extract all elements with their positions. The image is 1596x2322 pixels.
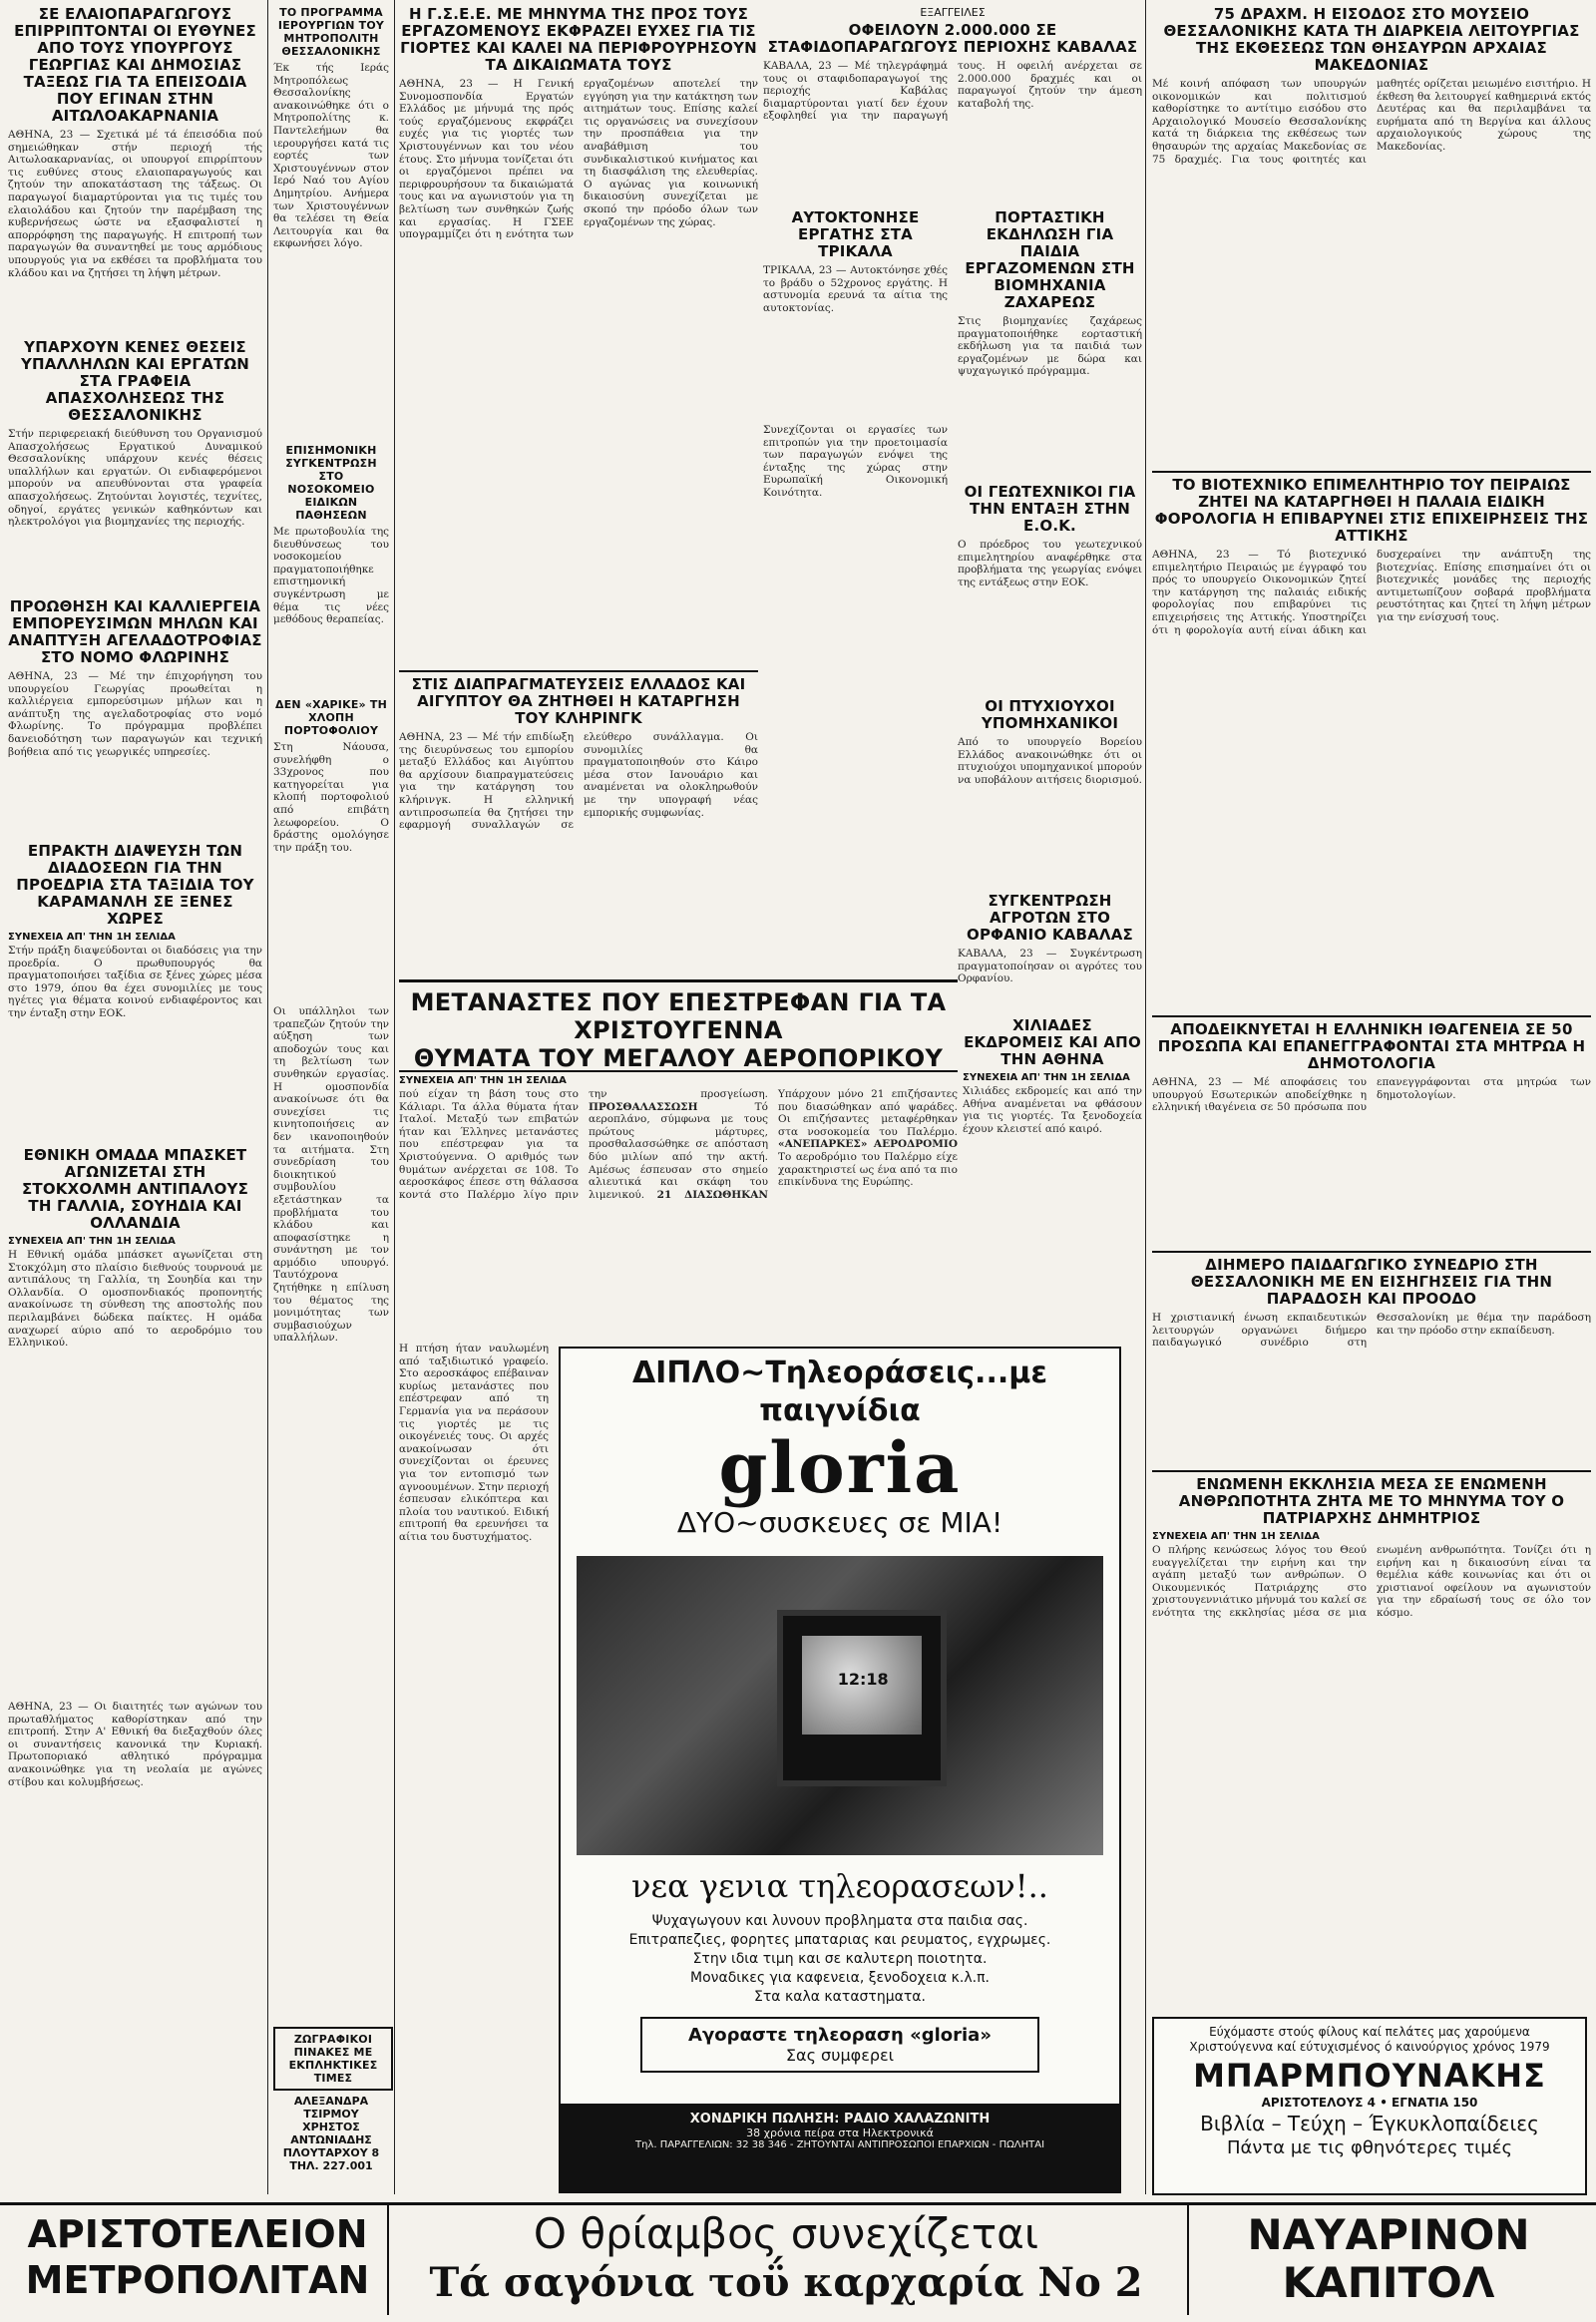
article-headline: ΑΥΤΟΚΤΟΝΗΣΕ ΕΡΓΑΤΗΣ ΣΤΑ ΤΡΙΚΑΛΑ — [791, 209, 920, 260]
gloria-logo: gloria — [718, 1426, 962, 1509]
bookshop-items: Βιβλία – Τεύχη – Έγκυκλοπαίδειες — [1200, 2112, 1539, 2135]
article-body: ΑΘΗΝΑ, 23 — Μέ τήν επιδίωξη της διευρύνσεως του εμπορίου μεταξύ Ελλάδος και Αιγύπτου θα αρχίσουν διαπραγματεύσεις για την κατάργηση του κλήρινγκ. Η ελληνική αντιπροσωπεία θα ζητήσει την εφαρμογή συναλλαγών σε ελεύθερο συνάλλαγμα. Οι συνομιλίες θα πραγματοποιηθούν στο Κάιρο μέσα στον Ιανουάριο και αναμένεται να ολοκληρωθούν με την υπογραφή νέας εμπορικής συμφωνίας. — [399, 731, 758, 832]
cinema-left — [8, 2205, 389, 2315]
article-body: ΑΘΗΝΑ, 23 — Μέ την έπιχορήγηση του υπουργείου Γεωργίας προωθείται η καλλιέργεια εμπορεύσιμων μήλων και η ανάπτυξη της αγελαδοτροφίας στο νομό Φλωρίνης. Το πρόγραμμα προβλέπει δανειοδότηση των παραγωγών και τεχνική βοήθεια από τις γεωργικές υπηρεσίες. — [8, 670, 262, 758]
classified-box — [273, 2027, 393, 2091]
article — [273, 444, 389, 693]
continued-label: ΣΥΝΕΧΕΙΑ ΑΠ' ΤΗΝ 1Η ΣΕΛΙΔΑ — [963, 1072, 1130, 1083]
article — [763, 209, 948, 419]
bookshop-name: ΜΠΑΡΜΠΟΥΝΑΚΗΣ — [1193, 2057, 1546, 2095]
article-headline: ΕΠΡΑΚΤΗ ΔΙΑΨΕΥΣΗ ΤΩΝ ΔΙΑΔΟΣΕΩΝ ΓΙΑ ΤΗΝ ΠΡΟΕΔΡΙΑ ΣΤΑ ΤΑΞΙΔΙΑ ΤΟΥ ΚΑΡΑΜΑΝΛΗ ΣΕ ΞΕΝΕΣ ΧΩΡΕΣ — [16, 843, 254, 928]
article-body: Με πρωτοβουλία της διευθύνσεως του νοσοκομείου πραγματοποιήθηκε επιστημονική συγκέντρωση με θέμα τις νέες μεθόδους θεραπείας. — [273, 526, 389, 626]
article — [958, 209, 1142, 479]
article — [1152, 1015, 1591, 1247]
ad-desc-line: Στα καλα καταστηματα. — [754, 1989, 926, 2005]
article — [763, 424, 948, 673]
ad-buy-line: Αγοραστε τηλεοραση «gloria» — [688, 2025, 992, 2046]
article — [399, 1343, 549, 2190]
column-rule — [1145, 0, 1146, 2194]
article-body: ΑΘΗΝΑ, 23 — Οι διαιτητές των αγώνων του πρωταθλήματος καθορίστηκαν από την επιτροπή. Στην Α' Εθνική θα διεξαχθούν όλες οι συναντήσεις κανονικά την Κυριακή. Πρωτοποριακό αθλητικό πρόγραμμα ανακοινώθηκε για τη νεολαία με αγώνες στίβου και κολυμβήσεως. — [8, 1701, 262, 1788]
cinema-banner — [0, 2202, 1596, 2322]
article — [399, 6, 758, 664]
article — [958, 484, 1142, 693]
article-body: Η χριστιανική ένωση εκπαιδευτικών λειτουργών οργανώνει διήμερο παιδαγωγικό συνέδριο στη Θεσσαλονίκη με θέμα την παράδοση και την πρόοδο στην εκπαίδευση. — [1152, 1312, 1591, 1350]
article-headline: ΣΤΙΣ ΔΙΑΠΡΑΓΜΑΤΕΥΣΕΙΣ ΕΛΛΑΔΟΣ ΚΑΙ ΑΙΓΥΠΤΟΥ ΘΑ ΖΗΤΗΘΕΙ Η ΚΑΤΑΡΓΗΣΗ ΤΟΥ ΚΛΗΡΙΝΓΚ — [411, 675, 746, 727]
article — [8, 843, 262, 1142]
article — [273, 698, 389, 997]
continued-label: ΣΥΝΕΧΕΙΑ ΑΠ' ΤΗΝ 1Η ΣΕΛΙΔΑ — [8, 1236, 176, 1247]
article-body: Στήν πράξη διαψεύδονται οι διαδόσεις για την προεδρία. Ο πρωθυπουργός θα πραγματοποιήσει ταξίδια σε ξένες χώρες μέσα στο 1979, όπου θα έχει συνομιλίες με τους ηγέτες για θέματα κοινού ενδιαφέροντος και την ένταξη στην ΕΟΚ. — [8, 945, 262, 1019]
article — [1152, 471, 1591, 1011]
main-story — [399, 1073, 958, 1338]
article-headline: ΣΕ ΕΛΑΙΟΠΑΡΑΓΩΓΟΥΣ ΕΠΙΡΡΙΠΤΟΝΤΑΙ ΟΙ ΕΥΘΥΝΕΣ ΑΠΟ ΤΟΥΣ ΥΠΟΥΡΓΟΥΣ ΓΕΩΡΓΙΑΣ ΚΑΙ ΔΗΜΟΣΙΑΣ ΤΑΞΕΩΣ ΓΙΑ ΤΑ ΕΠΕΙΣΟΔΙΑ ΠΟΥ ΕΓΙΝΑΝ ΣΤΗΝ ΑΙΤΩΛΟΑΚΑΡΝΑΝΙΑ — [14, 6, 256, 125]
ad-desc-line: Επιτραπεζιες, φορητες μπαταριας και ρευματος, εγχρωμες. — [628, 1932, 1051, 1948]
bookshop-address: ΑΡΙΣΤΟΤΕΛΟΥΣ 4 • ΕΓΝΑΤΙΑ 150 — [1261, 2096, 1478, 2110]
gloria-tv-ad — [559, 1347, 1121, 2193]
article-headline: ΤΟ ΒΙΟΤΕΧΝΙΚΟ ΕΠΙΜΕΛΗΤΗΡΙΟ ΤΟΥ ΠΕΙΡΑΙΩΣ ΖΗΤΕΙ ΝΑ ΚΑΤΑΡΓΗΘΕΙ Η ΠΑΛΑΙΑ ΕΙΔΙΚΗ ΦΟΡΟΛΟΓΙΑ Η ΕΠΙΒΑΡΥΝΕΙ ΣΤΙΣ ΕΠΙΧΕΙΡΗΣΕΙΣ ΤΗΣ ΑΤΤΙΚΗΣ — [1154, 476, 1589, 545]
ad-desc-line: Στην ιδια τιμη και σε καλυτερη ποιοτητα. — [692, 1951, 988, 1967]
article-kicker: ΕΞΑΓΓΕΙΛΕΣ — [920, 6, 986, 19]
article-headline: ΕΠΙΣΗΜΟΝΙΚΗ ΣΥΓΚΕΝΤΡΩΣΗ ΣΤΟ ΝΟΣΟΚΟΜΕΙΟ ΕΙΔΙΚΩΝ ΠΑΘΗΣΕΩΝ — [285, 444, 377, 522]
article-headline: ΥΠΑΡΧΟΥΝ ΚΕΝΕΣ ΘΕΣΕΙΣ ΥΠΑΛΛΗΛΩΝ ΚΑΙ ΕΡΓΑΤΩΝ ΣΤΑ ΓΡΑΦΕΙΑ ΑΠΑΣΧΟΛΗΣΕΩΣ ΤΗΣ ΘΕΣΣΑΛΟΝΙΚΗΣ — [20, 339, 250, 424]
article-headline: ΣΥΓΚΕΝΤΡΩΣΗ ΑΓΡΟΤΩΝ ΣΤΟ ΟΡΦΑΝΙΟ ΚΑΒΑΛΑΣ — [967, 893, 1133, 944]
article-body: πού είχαν τη βάση τους στο Κάλιαρι. Τα άλλα θύματα ήταν Ιταλοί. Μεταξύ των επιβατών ήταν και Έλληνες μετανάστες που επέστρεφαν για τα Χριστούγεννα. Ο αριθμός των θυμάτων ανέρχεται σε 108. Το αεροσκάφος έπεσε στη θάλασσα κοντά στο Παλέρμο λίγο πριν την προσγείωση. ΠΡΟΣΘΑΛΑΣΣΩΣΗ Τό αεροπλάνο, σύμφωνα με τους πρώτους μάρτυρες, προσθαλασσώθηκε σε απόσταση δύο μιλίων από την ακτή. Αμέσως έσπευσαν στο σημείο αλιευτικά και σκάφη του λιμενικού. 21 ΔΙΑΣΩΘΗΚΑΝ Υπάρχουν μόνο 21 επιζήσαντες που διασώθηκαν από ψαράδες. Οι επιζήσαντες μεταφέρθηκαν στα νοσοκομεία του Παλέρμο. «ΑΝΕΠΑΡΚΕΣ» ΑΕΡΟΔΡΟΜΙΟ Το αεροδρόμιο του Παλέρμο είχε χαρακτηριστεί ως ένα από τα πιο επικίνδυνα της Ευρώπης. — [399, 1088, 958, 1201]
article — [8, 1147, 262, 1696]
article-headline: ΟΦΕΙΛΟΥΝ 2.000.000 ΣΕ ΣΤΑΦΙΔΟΠΑΡΑΓΩΓΟΥΣ ΠΕΡΙΟΧΗΣ ΚΑΒΑΛΑΣ — [767, 21, 1138, 56]
tv-set-icon — [777, 1610, 947, 1786]
box-headline: ΖΩΓΡΑΦΙΚΟΙ ΠΙΝΑΚΕΣ ΜΕ ΕΚΠΛΗΚΤΙΚΕΣ ΤΙΜΕΣ — [288, 2033, 378, 2085]
article — [8, 598, 262, 838]
article-body: ΤΡΙΚΑΛΑ, 23 — Αυτοκτόνησε χθές το βράδυ ο 52χρονος εργάτης. Η αστυνομία ερευνά τα αίτια της αυτοκτονίας. — [763, 264, 948, 314]
dealer-line: 38 χρόνια πείρα στα Ηλεκτρονικά — [746, 2127, 934, 2139]
film-title: Τά σαγόνια τοΰ καρχαρία Νο 2 — [429, 2259, 1143, 2306]
article — [8, 339, 262, 593]
cinema-name: ΑΡΙΣΤΟΤΕΛΕΙΟΝ — [27, 2212, 368, 2256]
article-body: Ο πρόεδρος του γεωτεχνικού επιμελητηρίου αναφέρθηκε στα προβλήματα της γεωργίας ενόψει της εντάξεως στην ΕΟΚ. — [958, 539, 1142, 588]
article-headline: 75 ΔΡΑΧΜ. Η ΕΙΣΟΔΟΣ ΣΤΟ ΜΟΥΣΕΙΟ ΘΕΣΣΑΛΟΝΙΚΗΣ ΚΑΤΑ ΤΗ ΔΙΑΡΚΕΙΑ ΛΕΙΤΟΥΡΓΙΑΣ ΤΗΣ ΕΚΘΕΣΕΩΣ ΤΩΝ ΘΗΣΑΥΡΩΝ ΑΡΧΑΙΑΣ ΜΑΚΕΔΟΝΙΑΣ — [1163, 6, 1580, 74]
ad-top-line: ΔΙΠΛΟ~Τηλεοράσεις...με παιγνίδια — [631, 1355, 1048, 1428]
article-headline: ΧΙΛΙΑΔΕΣ ΕΚΔΡΟΜΕΙΣ ΚΑΙ ΑΠΟ ΤΗΝ ΑΘΗΝΑ — [964, 1017, 1141, 1068]
article-body: Ο πλήρης κενώσεως λόγος του Θεού ευαγγελίζεται την ειρήνη και την αγάπη μεταξύ των ανθρώπων. Ο Οικουμενικός Πατριάρχης στο χριστουγεννιάτικο μήνυμά του καλεί σε ενότητα της εκκλησίας μέσα σε μια ενωμένη ανθρωπότητα. Τονίζει ότι η ειρήνη και η δικαιοσύνη είναι τα θεμέλια κάθε κοινωνίας και ότι οι χριστιανοί οφείλουν να αγωνιστούν για την εδραίωσή τους σε όλο τον κόσμο. — [1152, 1544, 1591, 1619]
dealer-name: ΧΟΝΔΡΙΚΗ ΠΩΛΗΣΗ: ΡΑΔΙΟ ΧΑΛΑΖΩΝΙΤΗ — [689, 2112, 991, 2127]
ad-slogan: νεα γενια τηλεορασεων!.. — [631, 1867, 1048, 1905]
article — [8, 6, 262, 335]
article-body: Έκ τής Ιεράς Μητροπόλεως Θεσσαλονίκης ανακοινώθηκε ότι ο Μητροπολίτης κ. Παντελεήμων θα ιερουργήσει κατά τις εορτές των Χριστουγέννων στον Ιερό Ναό του Αγίου Δημητρίου. Ανήμερα των Χριστουγέννων θα τελέσει τη Θεία Λειτουργία και θα εκφωνήσει λόγο. — [273, 62, 389, 250]
cinema-name: ΜΕΤΡΟΠΟΛΙΤΑΝ — [25, 2258, 370, 2302]
continued-label: ΣΥΝΕΧΕΙΑ ΑΠ' ΤΗΝ 1Η ΣΕΛΙΔΑ — [8, 932, 176, 943]
continued-label: ΣΥΝΕΧΕΙΑ ΑΠ' ΤΗΝ 1Η ΣΕΛΙΔΑ — [1152, 1531, 1320, 1542]
article-body: Μέ κοινή απόφαση των υπουργών οικονομικών και πολιτισμού καθορίστηκε το αντίτιμο εισόδου στο Αρχαιολογικό Μουσείο Θεσσαλονίκης κατά τη διάρκεια της εκθέσεως των θησαυρών της αρχαίας Μακεδονίας σε 75 δραχμές. Για τους φοιτητές και μαθητές ορίζεται μειωμένο εισιτήριο. Η έκθεση θα λειτουργεί καθημερινά εκτός Δευτέρας και θα περιλαμβάνει τα ευρήματα από τη Βεργίνα και άλλους αρχαιολογικούς χώρους της Μακεδονίας. — [1152, 78, 1591, 166]
ad-photo — [577, 1556, 1103, 1855]
article-headline: ΕΘΝΙΚΗ ΟΜΑΔΑ ΜΠΑΣΚΕΤ ΑΓΩΝΙΖΕΤΑΙ ΣΤΗ ΣΤΟΚΧΟΛΜΗ ΑΝΤΙΠΑΛΟΥΣ ΤΗ ΓΑΛΛΙΑ, ΣΟΥΗΔΙΑ ΚΑΙ ΟΛΛΑΝΔΙΑ — [21, 1147, 249, 1232]
main-story-header — [399, 979, 958, 1072]
continued-label: ΣΥΝΕΧΕΙΑ ΑΠ' ΤΗΝ 1Η ΣΕΛΙΔΑ — [399, 1075, 567, 1086]
article-body: Η πτήση ήταν ναυλωμένη από ταξιδιωτικό γραφείο. Στο αεροσκάφος επέβαιναν κυρίως μετανάστες που επέστρεφαν από τη Γερμανία για να περάσουν τις γιορτές με τις οικογένειές τους. Οι αρχές ανακοίνωσαν ότι συνεχίζονται οι έρευνες για τον εντοπισμό των αγνοουμένων. Στην περιοχή έσπευσαν ελικόπτερα και πλοία του ναυτικού. Ειδική επιτροπή θα ερευνήσει τα αίτια του δυστυχήματος. — [399, 1343, 549, 1543]
article-body: ΚΑΒΑΛΑ, 23 — Μέ τηλεγράφημά τους οι σταφιδοπαραγωγοί της περιοχής Καβάλας διαμαρτύρονται γιατί δεν έχουν εξοφληθεί για την παραγωγή τους. Η οφειλή ανέρχεται σε 2.000.000 δραχμές και οι παραγωγοί ζητούν την άμεση καταβολή της. — [763, 60, 1142, 123]
article-body: Από το υπουργείο Βορείου Ελλάδος ανακοινώθηκε ότι οι πτυχιούχοι υπομηχανικοί μπορούν να υποβάλουν αιτήσεις διορισμού. — [958, 736, 1142, 786]
article — [273, 6, 389, 435]
subhead: 21 ΔΙΑΣΩΘΗΚΑΝ — [656, 1188, 769, 1201]
article-headline: ΠΟΡΤΑΣΤΙΚΗ ΕΚΔΗΛΩΣΗ ΓΙΑ ΠΑΙΔΙΑ ΕΡΓΑΖΟΜΕΝΩΝ ΣΤΗ ΒΙΟΜΗΧΑΝΙΑ ΖΑΧΑΡΕΩΣ — [965, 209, 1135, 311]
film-slogan: Ο θρίαμβος συνεχίζεται — [533, 2209, 1039, 2258]
bookshop-ad — [1152, 2017, 1587, 2195]
ad-dealer-bar — [561, 2104, 1119, 2191]
dealer-phone: Τηλ. ΠΑΡΑΓΓΕΛΙΩΝ: 32 38 346 - ΖΗΤΟΥΝΤΑΙ ΑΝΤΙΠΡΟΣΩΠΟΙ ΕΠΑΡΧΙΩΝ - ΠΩΛΗΤΑΙ — [634, 2139, 1045, 2150]
article-headline: Η Γ.Σ.Ε.Ε. ΜΕ ΜΗΝΥΜΑ ΤΗΣ ΠΡΟΣ ΤΟΥΣ ΕΡΓΑΖΟΜΕΝΟΥΣ ΕΚΦΡΑΖΕΙ ΕΥΧΕΣ ΓΙΑ ΤΙΣ ΓΙΟΡΤΕΣ ΚΑΙ ΚΑΛΕΙ ΝΑ ΠΕΡΙΦΡΟΥΡΗΣΟΥΝ ΤΑ ΔΙΚΑΙΩΜΑΤΑ ΤΟΥΣ — [400, 6, 757, 74]
article-body: Η Εθνική ομάδα μπάσκετ αγωνίζεται στη Στοκχόλμη στο πλαίσιο διεθνούς τουρνουά με αντιπάλους τη Γαλλία, τη Σουηδία και την Ολλανδία. Ο ομοσπονδιακός προπονητής ανακοίνωσε τη σύνθεση της αποστολής που περιλαμβάνει δώδεκα παίκτες. Η ομάδα αναχωρεί αύριο από το αεροδρόμιο του Ελληνικού. — [8, 1249, 262, 1350]
article-body: ΑΘΗΝΑ, 23 — Μέ αποφάσεις του υπουργού Εσωτερικών αποδείχθηκε η ελληνική ιθαγένεια σε 50 πρόσωπα που επανεγγράφονται στα μητρώα των δημοτολογίων. — [1152, 1076, 1591, 1114]
classified-box — [273, 2095, 389, 2194]
article-headline: ΟΙ ΓΕΩΤΕΧΝΙΚΟΙ ΓΙΑ ΤΗΝ ΕΝΤΑΞΗ ΣΤΗΝ Ε.Ο.Κ. — [964, 484, 1136, 535]
column-rule — [394, 0, 395, 2194]
article-body: ΑΘΗΝΑ, 23 — Σχετικά μέ τά έπεισόδια πού σημειώθηκαν στήν περιοχή τής Αιτωλοακαρνανίας, οι υπουργοί επιρρίπτουν τις ευθύνες στους ελαιοπαραγωγούς και ζητούν την αποκατάσταση της τάξεως. Οι παραγωγοί διαμαρτύρονται για τις τιμές του ελαιολάδου και ζητούν την παρέμβαση της κυβερνήσεως ώστε να εξασφαλιστεί η απορρόφηση της παραγωγής. Η επιτροπή των παραγωγών θα συναντηθεί με τους αρμόδιους υπουργούς για να εκθέσει τα προβλήματα του κλάδου και να ζητήσει τη λήψη μέτρων. — [8, 129, 262, 279]
cinema-name: ΝΑΥΑΡΙΝΟΝ — [1247, 2210, 1530, 2259]
article-body: Χιλιάδες εκδρομείς και από την Αθήνα αναμένεται να φθάσουν για τις γιορτές. Τα ξενοδοχεία έχουν κλειστεί από καιρό. — [963, 1085, 1142, 1135]
ad-desc-line: Μοναδικες για καφενεια, ξενοδοχεια κ.λ.π. — [690, 1970, 990, 1986]
article — [763, 6, 1142, 205]
subhead: «ΑΝΕΠΑΡΚΕΣ» ΑΕΡΟΔΡΟΜΙΟ — [778, 1138, 958, 1151]
article-body: ΑΘΗΝΑ, 23 — Η Γενική Συνομοσπονδία Εργατών Ελλάδος με μήνυμά της πρός τούς εργαζόμενους εκφράζει ευχές για τις γιορτές των Χριστουγέννων και του νέου έτους. Στο μήνυμα τονίζεται ότι οι εργαζόμενοι πρέπει να περιφρουρήσουν τα δικαιώματά τους και να αγωνιστούν για τη βελτίωση των συνθηκών ζωής και εργασίας. Η ΓΣΕΕ υπογραμμίζει ότι η ενότητα των εργαζομένων αποτελεί την εγγύηση για την κατάκτηση των αιτημάτων τους. Επίσης καλεί τις οργανώσεις να συνεχίσουν την προσπάθεια για την αναβάθμιση του συνδικαλιστικού κινήματος και τη διασφάλιση της ελευθερίας. Ο αγώνας για κοινωνική δικαιοσύνη συνεχίζεται με σκοπό την πρόοδο όλων των εργαζομένων της χώρας. — [399, 78, 758, 241]
box-text: ΑΛΕΞΑΝΔΡΑ ΤΣΙΡΜΟΥ ΧΡΗΣΤΟΣ ΑΝΤΩΝΙΑΔΗΣ ΠΛΟΥΤΑΡΧΟΥ 8 ΤΗΛ. 227.001 — [282, 2095, 380, 2172]
ad-tagline: ΔΥΟ~συσκευες σε ΜΙΑ! — [676, 1506, 1003, 1539]
article — [1152, 6, 1591, 465]
article-headline: ΑΠΟΔΕΙΚΝΥΕΤΑΙ Η ΕΛΛΗΝΙΚΗ ΙΘΑΓΕΝΕΙΑ ΣΕ 50 ΠΡΟΣΩΠΑ ΚΑΙ ΕΠΑΝΕΓΓΡΑΦΟΝΤΑΙ ΣΤΑ ΜΗΤΡΩΑ Η ΔΗΜΟΤΟΛΟΓΙΑ — [1157, 1020, 1586, 1072]
screen-text: 12:18 — [837, 1670, 889, 1690]
ad-desc-line: Ψυχαγωγουν και λυνουν προβληματα στα παιδια σας. — [651, 1913, 1028, 1929]
article-headline: ΔΙΗΜΕΡΟ ΠΑΙΔΑΓΩΓΙΚΟ ΣΥΝΕΔΡΙΟ ΣΤΗ ΘΕΣΣΑΛΟΝΙΚΗ ΜΕ ΕΝ ΕΙΣΗΓΗΣΕΙΣ ΓΙΑ ΤΗΝ ΠΑΡΑΔΟΣΗ ΚΑΙ ΠΡΟΟΔΟ — [1190, 1256, 1553, 1308]
main-headline-line1: ΜΕΤΑΝΑΣΤΕΣ ΠΟΥ ΕΠΕΣΤΡΕΦΑΝ ΓΙΑ ΤΑ ΧΡΙΣΤΟΥΓΕΝΝΑ — [410, 988, 947, 1044]
bookshop-greeting: Εύχόμαστε στούς φίλους καί πελάτες μας χαρούμενα Χριστούγεννα καί εύτυχισμένος ό καινούργιος χρόνος 1979 — [1189, 2025, 1550, 2054]
column-rule — [267, 0, 268, 2194]
subhead: ΠΡΟΣΘΑΛΑΣΣΩΣΗ — [589, 1100, 698, 1113]
article — [399, 670, 758, 976]
article-headline: ΤΟ ΠΡΟΓΡΑΜΜΑ ΙΕΡΟΥΡΓΙΩΝ ΤΟΥ ΜΗΤΡΟΠΟΛΙΤΗ ΘΕΣΣΑΛΟΝΙΚΗΣ — [277, 6, 385, 58]
cinema-right — [1187, 2205, 1588, 2315]
article — [963, 1017, 1142, 1337]
article — [1152, 1470, 1591, 2011]
article-body: Στη Νάουσα, συνελήφθη ο 33χρονος που κατηγορείται για κλοπή πορτοφολιού από επιβάτη λεωφορείου. Ο δράστης ομολόγησε την πράξη του. — [273, 741, 389, 854]
article-headline: ΠΡΟΩΘΗΣΗ ΚΑΙ ΚΑΛΛΙΕΡΓΕΙΑ ΕΜΠΟΡΕΥΣΙΜΩΝ ΜΗΛΩΝ ΚΑΙ ΑΝΑΠΤΥΞΗ ΑΓΕΛΑΔΟΤΡΟΦΙΑΣ ΣΤΟ ΝΟΜΟ ΦΛΩΡΙΝΗΣ — [8, 598, 262, 666]
article-headline: ΟΙ ΠΤΥΧΙΟΥΧΟΙ ΥΠΟΜΗΧΑΝΙΚΟΙ — [981, 698, 1119, 732]
cinema-center — [397, 2205, 1175, 2315]
article-headline: ΕΝΩΜΕΝΗ ΕΚΚΛΗΣΙΑ ΜΕΣΑ ΣΕ ΕΝΩΜΕΝΗ ΑΝΘΡΩΠΟΤΗΤΑ ΖΗΤΑ ΜΕ ΤΟ ΜΗΝΥΜΑ ΤΟΥ Ο ΠΑΤΡΙΑΡΧΗΣ ΔΗΜΗΤΡΙΟΣ — [1178, 1475, 1565, 1527]
article-body: ΚΑΒΑΛΑ, 23 — Συγκέντρωση πραγματοποίησαν οι αγρότες του Ορφανίου. — [958, 948, 1142, 985]
article — [8, 1701, 262, 2189]
article — [1152, 1251, 1591, 1467]
article — [958, 893, 1142, 1012]
article — [273, 1005, 389, 2023]
ad-buy-line-2: Σας συμφερει — [785, 2046, 895, 2065]
bookshop-prices: Πάντα με τις φθηνότερες τιμές — [1226, 2137, 1513, 2158]
article-body: Οι υπάλληλοι των τραπεζών ζητούν την αύξηση των αποδοχών τους και τη βελτίωση των συνθηκών εργασίας. Η ομοσπονδία ανακοίνωσε ότι θα συνεχίσει τις κινητοποιήσεις αν δεν ικανοποιηθούν τα αιτήματα. Στη συνεδρίαση του διοικητικού συμβουλίου εξετάστηκαν τα προβλήματα του κλάδου και αποφασίστηκε η συνάντηση με τον αρμόδιο υπουργό. Ταυτόχρονα ζητήθηκε η επίλυση του θέματος της μονιμότητας των συμβασιούχων υπαλλήλων. — [273, 1005, 389, 1345]
article-body: Στις βιομηχανίες ζαχάρεως πραγματοποιήθηκε εορταστική εκδήλωση για τα παιδιά των εργαζομένων με δώρα και ψυχαγωγικό πρόγραμμα. — [958, 315, 1142, 378]
article-body: ΑΘΗΝΑ, 23 — Τό βιοτεχνικό επιμελητήριο Πειραιώς με έγγραφό του πρός το υπουργείο Οικονομικών ζητεί την κατάργηση της παλαιάς ειδικής φορολογίας που επιβαρύνει τις επιχειρήσεις της Αττικής. Υποστηρίζει ότι η φορολογία αυτή είναι άδικη και δυσχεραίνει την ανάπτυξη της βιοτεχνίας. Επίσης επισημαίνει ότι οι βιοτεχνικές μονάδες της περιοχής αντιμετωπίζουν σοβαρά προβλήματα ρευστότητας και ζητεί τη λήψη μέτρων για την ενίσχυσή τους. — [1152, 549, 1591, 636]
tv-screen — [802, 1636, 922, 1735]
main-headline-line2: ΘΥΜΑΤΑ ΤΟΥ ΜΕΓΑΛΟΥ ΑΕΡΟΠΟΡΙΚΟΥ — [413, 1044, 944, 1072]
cinema-name: ΚΑΠΙΤΟΛ — [1282, 2258, 1495, 2307]
article — [958, 698, 1142, 888]
article-body: Στήν περιφερειακή διεύθυνση του Οργανισμού Απασχολήσεως Εργατικού Δυναμικού Θεσσαλονίκης υπάρχουν κενές θέσεις υπαλλήλων και εργατών. Οι ενδιαφερόμενοι μπορούν να απευθύνονται στα γραφεία απασχολήσεως. Ζητούνται λογιστές, τεχνίτες, οδηγοί, εργάτες γενικών καθηκόντων και ηλεκτρολόγοι για βιομηχανίες της περιοχής. — [8, 428, 262, 529]
ad-description — [581, 1912, 1099, 2007]
article-body: Συνεχίζονται οι εργασίες των επιτροπών για την προετοιμασία των παραγωγών ενόψει της ένταξης της χώρας στην Ευρωπαϊκή Οικονομική Κοινότητα. — [763, 424, 948, 499]
article-headline: ΔΕΝ «ΧΑΡΙΚΕ» ΤΗ ΧΛΟΠΗ ΠΟΡΤΟΦΟΛΙΟΥ — [274, 698, 387, 737]
ad-buy-box — [640, 2017, 1039, 2073]
